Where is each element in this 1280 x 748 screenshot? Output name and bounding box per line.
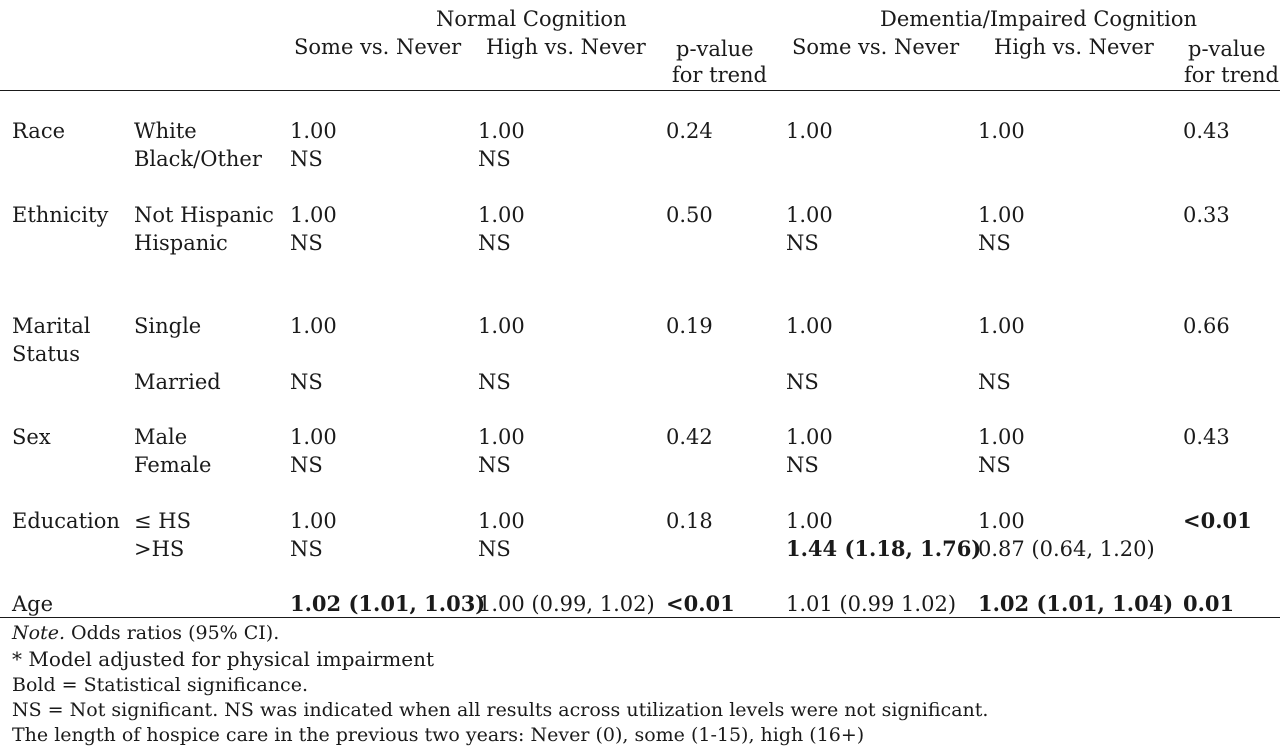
marital-normal-some-1: 1.00 [290,314,337,338]
education-normal-p: 0.18 [666,509,713,533]
header-normal-p-line2: for trend [672,63,768,87]
ethnicity-normal-some-1: 1.00 [290,203,337,227]
header-normal-high: High vs. Never [486,35,646,59]
note-odds-ratios [12,620,279,646]
ethnicity-dementia-some-1: 1.00 [786,203,833,227]
race-normal-some-2: NS [290,147,323,171]
note-ns-definition: NS = Not significant. NS was indicated when all results across utilization levels were not significant. [12,699,989,721]
marital-dementia-high-1: 1.00 [978,314,1025,338]
row-label-marital-2: Status [12,342,81,366]
header-dementia-p-line2: for trend [1184,63,1280,87]
race-cat-2: Black/Other [134,147,262,171]
age-dementia-high: 1.02 (1.01, 1.04) [978,591,1174,616]
marital-normal-some-2: NS [290,370,323,394]
age-normal-p: <0.01 [666,591,735,616]
education-normal-some-1: 1.00 [290,509,337,533]
sex-dementia-p: 0.43 [1183,425,1230,449]
age-dementia-some: 1.01 (0.99 1.02) [786,592,957,616]
bottom-rule [0,617,1280,618]
ethnicity-normal-p: 0.50 [666,203,713,227]
ethnicity-dementia-high-2: NS [978,231,1011,255]
header-normal-p-line1: p-value [676,37,754,61]
race-normal-high-1: 1.00 [478,119,525,143]
marital-cat-1: Single [134,314,202,338]
row-label-marital-1: Marital [12,314,91,338]
sex-cat-2: Female [134,453,212,477]
ethnicity-dementia-high-1: 1.00 [978,203,1025,227]
ethnicity-normal-high-2: NS [478,231,511,255]
header-dementia-high: High vs. Never [994,35,1154,59]
ethnicity-cat-2: Hispanic [134,231,228,255]
row-label-race: Race [12,119,66,143]
ethnicity-dementia-some-2: NS [786,231,819,255]
race-normal-some-1: 1.00 [290,119,337,143]
row-label-education: Education [12,509,120,533]
marital-normal-p: 0.19 [666,314,713,338]
ethnicity-dementia-p: 0.33 [1183,203,1230,227]
note-bold-significance: Bold = Statistical significance. [12,674,308,696]
education-cat-2: >HS [134,537,185,561]
sex-dementia-some-1: 1.00 [786,425,833,449]
education-normal-high-1: 1.00 [478,509,525,533]
header-normal-cognition: Normal Cognition [436,7,627,31]
marital-dementia-some-2: NS [786,370,819,394]
header-normal-some: Some vs. Never [294,35,462,59]
race-dementia-p: 0.43 [1183,119,1230,143]
race-dementia-high-1: 1.00 [978,119,1025,143]
sex-normal-some-1: 1.00 [290,425,337,449]
ethnicity-normal-high-1: 1.00 [478,203,525,227]
sex-dementia-some-2: NS [786,453,819,477]
sex-normal-high-2: NS [478,453,511,477]
marital-dementia-some-1: 1.00 [786,314,833,338]
note-label: Note. [12,622,65,644]
sex-normal-p: 0.42 [666,425,713,449]
sex-normal-some-2: NS [290,453,323,477]
education-cat-1: ≤ HS [134,509,191,533]
age-dementia-p: 0.01 [1183,591,1235,616]
marital-cat-2: Married [134,370,221,394]
marital-dementia-p: 0.66 [1183,314,1230,338]
education-dementia-high-2: 0.87 (0.64, 1.20) [978,537,1155,561]
row-label-ethnicity: Ethnicity [12,203,109,227]
education-dementia-high-1: 1.00 [978,509,1025,533]
header-dementia-p-line1: p-value [1188,37,1266,61]
header-dementia-cognition: Dementia/Impaired Cognition [880,7,1198,31]
note-text: Odds ratios (95% CI). [64,622,280,644]
sex-dementia-high-2: NS [978,453,1011,477]
note-hospice-length: The length of hospice care in the previous two years: Never (0), some (1-15), high (16+) [12,724,865,746]
row-label-age: Age [12,592,54,616]
age-normal-some: 1.02 (1.01, 1.03) [290,591,486,616]
row-label-sex: Sex [12,425,51,449]
sex-cat-1: Male [134,425,188,449]
ethnicity-cat-1: Not Hispanic [134,203,274,227]
race-normal-high-2: NS [478,147,511,171]
sex-normal-high-1: 1.00 [478,425,525,449]
education-dementia-some-2: 1.44 (1.18, 1.76) [786,536,982,561]
sex-dementia-high-1: 1.00 [978,425,1025,449]
note-model-adjusted: * Model adjusted for physical impairment [12,647,435,671]
education-normal-some-2: NS [290,537,323,561]
race-dementia-some-1: 1.00 [786,119,833,143]
education-dementia-some-1: 1.00 [786,509,833,533]
marital-normal-high-1: 1.00 [478,314,525,338]
race-cat-1: White [134,119,197,143]
education-dementia-p: <0.01 [1183,508,1252,533]
clipped-caption [0,0,1280,2]
race-normal-p: 0.24 [666,119,713,143]
education-normal-high-2: NS [478,537,511,561]
header-rule [0,90,1280,91]
marital-normal-high-2: NS [478,370,511,394]
ethnicity-normal-some-2: NS [290,231,323,255]
marital-dementia-high-2: NS [978,370,1011,394]
age-normal-high: 1.00 (0.99, 1.02) [478,592,655,616]
header-dementia-some: Some vs. Never [792,35,960,59]
